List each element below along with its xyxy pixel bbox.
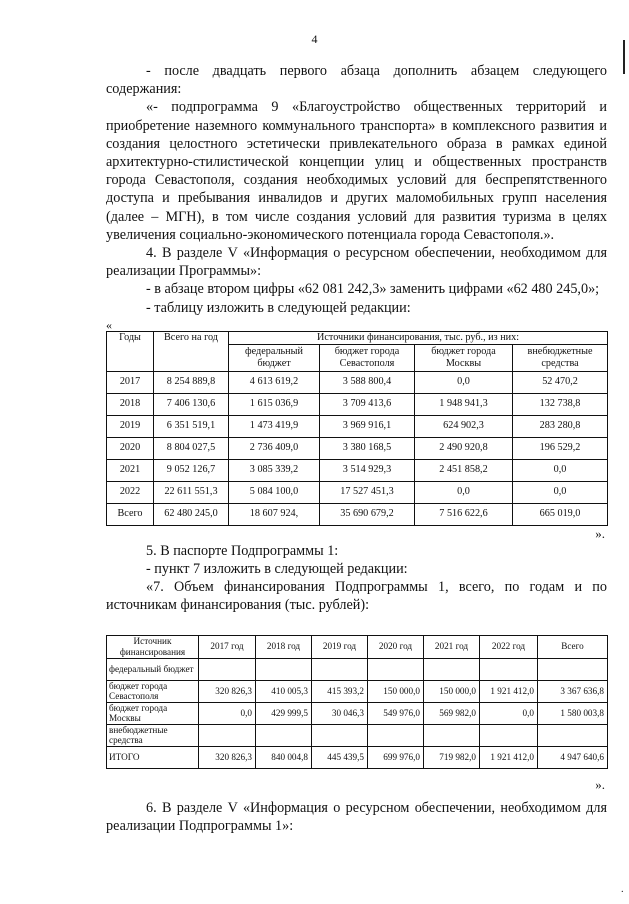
table-cell: бюджет города Москвы <box>107 702 199 724</box>
table-cell: 150 000,0 <box>368 680 424 702</box>
table-cell: 3 969 916,1 <box>320 415 415 437</box>
page-number: 4 <box>311 32 318 46</box>
col-year: Годы <box>107 331 154 371</box>
table-row <box>107 459 608 481</box>
paragraph-item-7: - пункт 7 изложить в следующей редакции: <box>146 561 408 578</box>
table-cell: 429 999,5 <box>256 702 312 724</box>
table-cell <box>199 724 256 746</box>
table-cell: 3 367 636,8 <box>538 680 608 702</box>
table-cell: 8 254 889,8 <box>154 371 229 393</box>
table-cell: 699 976,0 <box>368 746 424 768</box>
table-cell: 30 046,3 <box>312 702 368 724</box>
table-cell: 52 470,2 <box>513 371 608 393</box>
closing-quote-2: ». <box>595 776 605 792</box>
table-cell: 549 976,0 <box>368 702 424 724</box>
subprogram-funding-table <box>106 635 608 769</box>
paragraph-funding-volume: «7. Объем финансирования Подпрограммы 1, всего, по годам и по источникам финансирования (тыс. рублей): <box>106 579 607 614</box>
col-moscow: бюджет города Москвы <box>415 344 513 371</box>
table-cell: 2 736 409,0 <box>229 437 320 459</box>
paragraph-passport-subprogram-1: 5. В паспорте Подпрограммы 1: <box>146 542 339 559</box>
table-cell: 8 804 027,5 <box>154 437 229 459</box>
table-cell: бюджет города Севастополя <box>107 680 199 702</box>
table-cell: 22 611 551,3 <box>154 481 229 503</box>
table-cell: 445 439,5 <box>312 746 368 768</box>
table-cell: 0,0 <box>480 702 538 724</box>
table-header-cell: 2019 год <box>312 635 368 658</box>
table-header-cell: 2017 год <box>199 635 256 658</box>
table-cell <box>538 724 608 746</box>
table-cell: 1 921 412,0 <box>480 746 538 768</box>
table-header-cell: 2022 год <box>480 635 538 658</box>
table-cell: внебюджетные средства <box>107 724 199 746</box>
table-cell: 196 529,2 <box>513 437 608 459</box>
table-cell: 320 826,3 <box>199 680 256 702</box>
table-header-cell: 2018 год <box>256 635 312 658</box>
table-cell: 665 019,0 <box>513 503 608 525</box>
table-cell: 1 580 003,8 <box>538 702 608 724</box>
table-cell: 719 982,0 <box>424 746 480 768</box>
col-sources: Источники финансирования, тыс. руб., из них: <box>229 331 608 344</box>
col-extrabudget: внебюджетные средства <box>513 344 608 371</box>
table-row <box>107 415 608 437</box>
table-cell: федеральный бюджет <box>107 658 199 680</box>
table-cell: 3 514 929,3 <box>320 459 415 481</box>
table-cell: 150 000,0 <box>424 680 480 702</box>
table-cell: 0,0 <box>199 702 256 724</box>
table-cell: 3 588 800,4 <box>320 371 415 393</box>
table-cell: 410 005,3 <box>256 680 312 702</box>
table-cell <box>199 658 256 680</box>
table-cell: 2018 <box>107 393 154 415</box>
table-cell: 2017 <box>107 371 154 393</box>
table-cell: 3 085 339,2 <box>229 459 320 481</box>
table-row <box>107 746 608 768</box>
table-cell: 2022 <box>107 481 154 503</box>
table-row <box>107 724 608 746</box>
table-cell: 2019 <box>107 415 154 437</box>
paragraph-section-v-subprogram: 6. В разделе V «Информация о ресурсном обеспечении, необходимом для реализации Подпрограммы 1»: <box>106 799 607 834</box>
table-cell <box>256 658 312 680</box>
col-sevastopol: бюджет города Севастополя <box>320 344 415 371</box>
table-row <box>107 393 608 415</box>
table-cell: 1 473 419,9 <box>229 415 320 437</box>
table-cell <box>538 658 608 680</box>
table-cell: ИТОГО <box>107 746 199 768</box>
table-header-cell: Всего <box>538 635 608 658</box>
table-cell: 320 826,3 <box>199 746 256 768</box>
table-cell: 0,0 <box>513 459 608 481</box>
table-row <box>107 702 608 724</box>
table-cell: 4 947 640,6 <box>538 746 608 768</box>
table-cell: 17 527 451,3 <box>320 481 415 503</box>
table-cell <box>312 658 368 680</box>
paragraph-amend-intro: - после двадцать первого абзаца дополнить абзацем следующего содержания: <box>106 63 607 98</box>
table-cell: 2 451 858,2 <box>415 459 513 481</box>
table-row <box>107 371 608 393</box>
corner-mark: · <box>620 887 624 898</box>
open-quote: « <box>106 317 112 332</box>
table-row <box>107 680 608 702</box>
table-cell: 62 480 245,0 <box>154 503 229 525</box>
table-cell: 283 280,8 <box>513 415 608 437</box>
table-header-cell: Источник финансирования <box>107 635 199 658</box>
table-cell: 9 052 126,7 <box>154 459 229 481</box>
table-cell: 0,0 <box>415 481 513 503</box>
table-header-cell: 2020 год <box>368 635 424 658</box>
table-cell: 415 393,2 <box>312 680 368 702</box>
table-row <box>107 503 608 525</box>
table-cell: 3 380 168,5 <box>320 437 415 459</box>
table-row <box>107 437 608 459</box>
col-federal: федеральный бюджет <box>229 344 320 371</box>
document-body <box>106 62 607 835</box>
table-cell <box>368 724 424 746</box>
table-cell: 0,0 <box>415 371 513 393</box>
table-cell <box>256 724 312 746</box>
table-row <box>107 481 608 503</box>
table-cell: 2020 <box>107 437 154 459</box>
table-cell: 624 902,3 <box>415 415 513 437</box>
closing-quote-1: ». <box>595 525 605 541</box>
table-cell: 6 351 519,1 <box>154 415 229 437</box>
table-cell: 4 613 619,2 <box>229 371 320 393</box>
paragraph-replace-figures: - в абзаце втором цифры «62 081 242,3» заменить цифрами «62 480 245,0»; <box>146 281 600 298</box>
table-cell <box>480 658 538 680</box>
table-cell: 18 607 924, <box>229 503 320 525</box>
table-cell: 1 948 941,3 <box>415 393 513 415</box>
table-cell <box>424 658 480 680</box>
table-cell <box>480 724 538 746</box>
table-cell <box>424 724 480 746</box>
table-cell: 569 982,0 <box>424 702 480 724</box>
col-total: Всего на год <box>154 331 229 371</box>
table-cell: 1 615 036,9 <box>229 393 320 415</box>
table-cell: 5 084 100,0 <box>229 481 320 503</box>
paragraph-section-v-program: 4. В разделе V «Информация о ресурсном обеспечении, необходимом для реализации Программы»: <box>106 245 607 280</box>
table-cell: 35 690 679,2 <box>320 503 415 525</box>
program-funding-table <box>106 331 608 526</box>
table-cell: 132 738,8 <box>513 393 608 415</box>
paragraph-subprogram-9: «- подпрограмма 9 «Благоустройство общественных территорий и приобретение наземного коммунального транспорта» в комплексного развития и создания целостного эстетически привлекательного образа в рамках единой архитектурно-стилистической концепции улиц и общественных пространств города Севастополя, создания необходимых условий для беспрепятственного доступа и пребывания инвалидов и других маломобильных групп населения (далее – МГН), в том числе создания условий для развития туризма в целях увеличения социально-экономического потенциала города Севастополя.». <box>106 99 607 243</box>
paragraph-table-intro: - таблицу изложить в следующей редакции: <box>146 299 411 316</box>
page-edge-mark <box>623 40 625 74</box>
table-cell: 3 709 413,6 <box>320 393 415 415</box>
table-cell: 840 004,8 <box>256 746 312 768</box>
table-cell <box>368 658 424 680</box>
table-cell: Всего <box>107 503 154 525</box>
table-cell: 0,0 <box>513 481 608 503</box>
table-cell: 2021 <box>107 459 154 481</box>
table-header-cell: 2021 год <box>424 635 480 658</box>
table-row <box>107 658 608 680</box>
table-cell <box>312 724 368 746</box>
table-cell: 7 406 130,6 <box>154 393 229 415</box>
table-cell: 7 516 622,6 <box>415 503 513 525</box>
table-cell: 2 490 920,8 <box>415 437 513 459</box>
table-cell: 1 921 412,0 <box>480 680 538 702</box>
